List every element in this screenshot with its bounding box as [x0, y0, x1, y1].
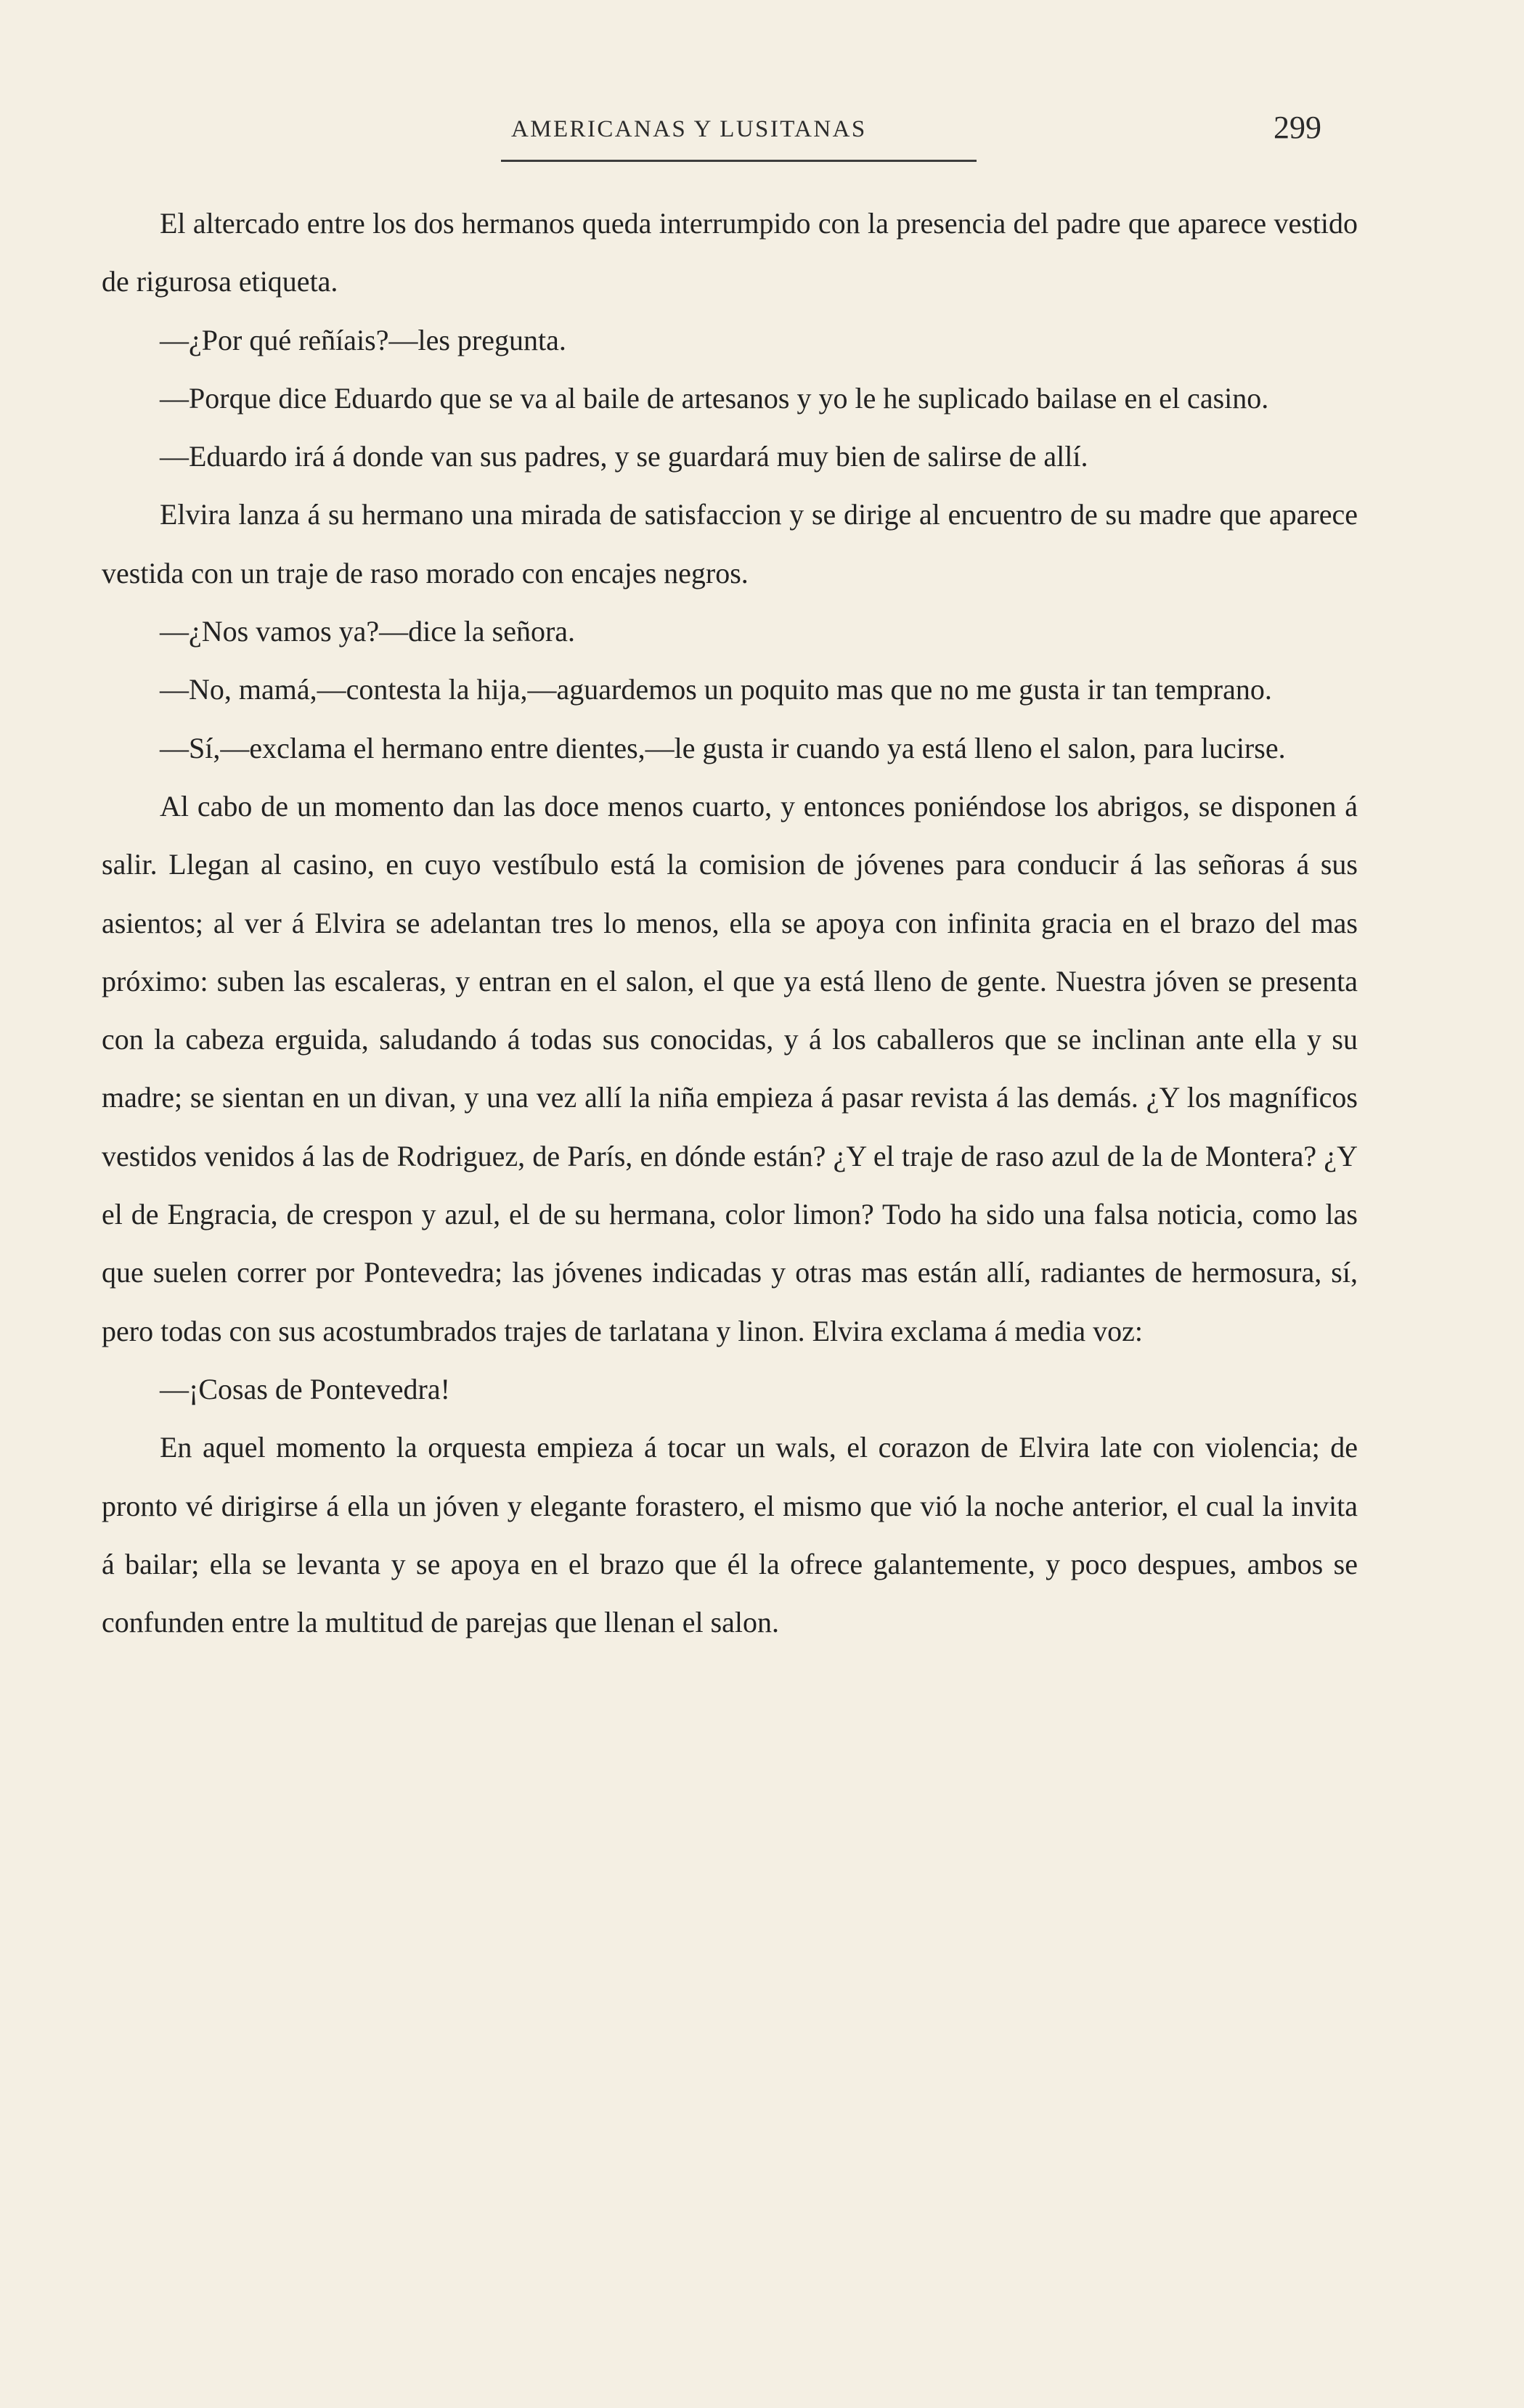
paragraph: El altercado entre los dos hermanos queda interrumpido con la presencia del padre que aparece vestido de rigurosa etiqueta. [102, 207, 1358, 298]
paragraph: Al cabo de un momento dan las doce menos cuarto, y entonces poniéndose los abrigos, se disponen á salir. Llegan al casino, en cuyo vestíbulo está la comision de jóvenes para conducir á las señoras á sus asientos; al ver á Elvira se adelantan tres lo menos, ella se apoya con infinita gracia en el brazo del mas próximo: suben las escaleras, y entran en el salon, el que ya está lleno de gente. Nuestra jóven se presenta con la cabeza erguida, saludando á todas sus conocidas, y á los caballeros que se inclinan ante ella y su madre; se sientan en un divan, y una vez allí la niña empieza á pasar revista á las demás. ¿Y los magníficos vestidos venidos á las de Rodriguez, de París, en dónde están? ¿Y el traje de raso azul de la de Montera? ¿Y el de Engracia, de crespon y azul, el de su hermana, color limon? Todo ha sido una falsa noticia, como las que suelen correr por Pontevedra; las jóvenes indicadas y otras mas están allí, radiantes de hermosura, sí, pero todas con sus acostumbrados trajes de tarlatana y linon. Elvira exclama á media voz: [102, 789, 1358, 1347]
paragraph: —¡Cosas de Pontevedra! [160, 1372, 450, 1405]
paragraph: —No, mamá,—contesta la hija,—aguardemos un poquito mas que no me gusta ir tan temprano. [160, 673, 1272, 706]
paragraph: En aquel momento la orquesta empieza á tocar un wals, el corazon de Elvira late con violencia; de pronto vé dirigirse á ella un jóven y elegante forastero, el mismo que vió la noche anterior, el cual la invita á bailar; ella se levanta y se apoya en el brazo que él la ofrece galantemente, y poco despues, ambos se confunden entre la multitud de parejas que llenan el salon. [102, 1431, 1358, 1639]
paragraph: Elvira lanza á su hermano una mirada de satisfaccion y se dirige al encuentro de su madre que aparece vestida con un traje de raso morado con encajes negros. [102, 498, 1358, 589]
running-title: AMERICANAS Y LUSITANAS [511, 116, 867, 142]
body-text [102, 195, 1358, 1652]
paragraph: —¿Por qué reñíais?—les pregunta. [160, 323, 566, 356]
paragraph: —Porque dice Eduardo que se va al baile de artesanos y yo le he suplicado bailase en el casino. [160, 381, 1269, 415]
page-header [501, 109, 1321, 174]
paragraph: —¿Nos vamos ya?—dice la señora. [160, 615, 576, 648]
paragraph: —Sí,—exclama el hermano entre dientes,—le gusta ir cuando ya está lleno el salon, para lucirse. [160, 731, 1286, 764]
header-rule [501, 160, 977, 162]
paragraph: —Eduardo irá á donde van sus padres, y se guardará muy bien de salirse de allí. [160, 440, 1088, 473]
page-number: 299 [1274, 110, 1321, 145]
